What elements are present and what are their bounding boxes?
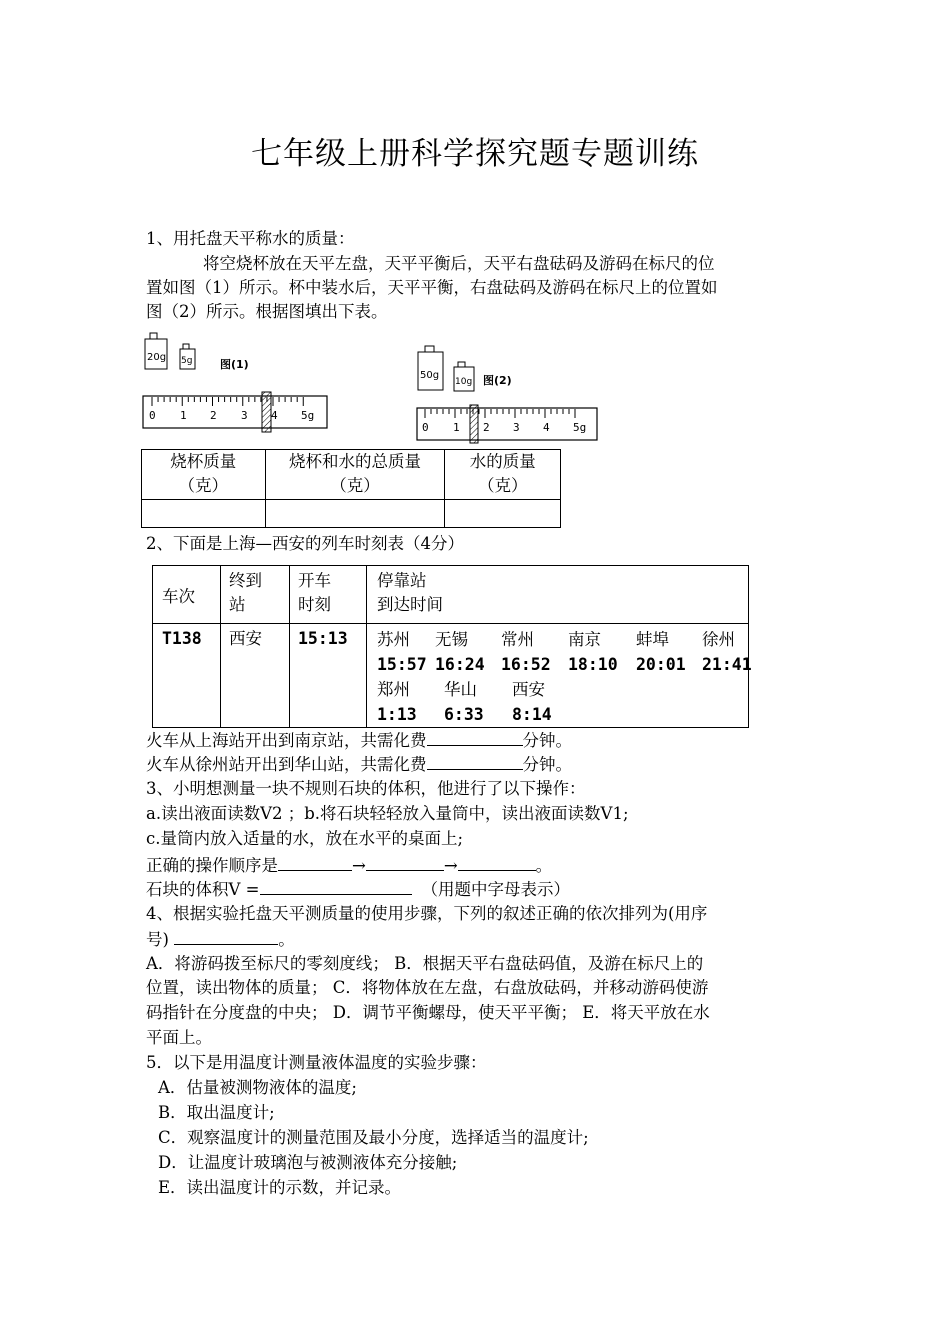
svg-text:0: 0 <box>422 421 429 434</box>
balance-figure-1 <box>140 330 340 435</box>
mass-table-header-row <box>142 450 561 500</box>
stops-row-1 <box>377 627 748 652</box>
stop-xuzhou: 徐州 <box>702 630 735 649</box>
times-row-1: 15:57 16:24 16:52 18:10 20:01 21:41 <box>377 655 752 674</box>
stops-cell <box>367 624 752 728</box>
ruler-1 <box>143 392 327 432</box>
svg-text:2: 2 <box>483 421 490 434</box>
q1-body-line3: 图（2）所示。根据图填出下表。 <box>146 302 388 321</box>
train-destination: 西安 <box>221 624 290 728</box>
q4-line5: 码指针在分度盘的中央； D．调节平衡螺母，使天平平衡； E．将天平放在水 <box>146 1003 710 1022</box>
q2-line-b: 火车从徐州站开出到华山站，共需化费 分钟。 <box>146 751 572 777</box>
blank-step-1[interactable] <box>278 852 352 871</box>
svg-text:1: 1 <box>180 409 187 422</box>
q4-line3: A．将游码拨至标尺的零刻度线； B．根据天平右盘砝码值，及游在标尺上的 <box>146 954 704 973</box>
blank-volume[interactable] <box>260 876 412 895</box>
q5-heading: 5．以下是用温度计测量液体温度的实验步骤： <box>146 1053 487 1072</box>
blank-step-2[interactable] <box>366 852 444 871</box>
weight-20g <box>145 333 167 369</box>
q1-heading: 1、用托盘天平称水的质量： <box>146 229 355 248</box>
q3-heading: 3、小明想测量一块不规则石块的体积，他进行了以下操作： <box>146 779 586 798</box>
stop-zhengzhou: 郑州 <box>377 680 410 699</box>
col-train: 车次 <box>153 566 221 624</box>
q4-line1: 4、根据实验托盘天平测质量的使用步骤，下列的叙述正确的依次排列为(用序 <box>146 904 708 923</box>
svg-text:3: 3 <box>241 409 248 422</box>
q5-step-b: B．取出温度计; <box>158 1103 275 1122</box>
q1-body-line1: 将空烧杯放在天平左盘，天平平衡后，天平右盘砝码及游码在标尺的位 <box>203 254 715 273</box>
q4-line4: 位置，读出物体的质量； C．将物体放在左盘，右盘放砝码，并移动游码使游 <box>146 978 709 997</box>
stop-changzhou: 常州 <box>501 630 534 649</box>
weight-5g <box>180 344 195 369</box>
stop-huashan: 华山 <box>444 680 477 699</box>
fig2-label: 图(2) <box>483 374 512 387</box>
svg-text:5g: 5g <box>301 409 315 422</box>
header-beaker-mass: 烧杯质量 （克） <box>142 450 266 500</box>
q3-line-c: c.量筒内放入适量的水，放在水平的桌面上; <box>146 829 464 848</box>
stop-nanjing: 南京 <box>568 630 601 649</box>
weight-50g-label: 50g <box>420 370 440 381</box>
rider-1 <box>262 392 271 432</box>
q5-step-e: E．读出温度计的示数，并记录。 <box>158 1178 402 1197</box>
balance-figure-2-svg <box>413 345 603 445</box>
balance-figure-2 <box>413 345 603 445</box>
col-departure: 开车 时刻 <box>290 566 367 624</box>
stop-bengbu: 蚌埠 <box>636 630 669 649</box>
weight-50g <box>418 346 443 390</box>
svg-text:1: 1 <box>453 421 460 434</box>
q3-volume-line: 石块的体积V = （用题中字母表示） <box>146 876 570 902</box>
svg-text:4: 4 <box>543 421 550 434</box>
svg-text:5g: 5g <box>573 421 587 434</box>
ruler-2 <box>417 405 597 443</box>
fig1-label: 图(1) <box>220 358 249 371</box>
col-destination: 终到 站 <box>221 566 290 624</box>
train-departure: 15:13 <box>290 624 367 728</box>
col-stops: 停靠站 到达时间 <box>367 566 749 624</box>
answer-beaker-mass[interactable] <box>142 500 266 528</box>
svg-text:4: 4 <box>271 409 278 422</box>
balance-figure-1-svg <box>140 330 340 435</box>
q4-line6: 平面上。 <box>146 1028 212 1047</box>
q5-step-c: C．观察温度计的测量范围及最小分度，选择适当的温度计; <box>158 1128 589 1147</box>
q3-line-ab: a.读出液面读数V2 ；b.将石块轻轻放入量筒中，读出液面读数V1; <box>146 804 629 823</box>
blank-step-3[interactable] <box>458 852 536 871</box>
rider-2 <box>470 405 478 443</box>
q2-line-a: 火车从上海站开出到南京站，共需化费 分钟。 <box>146 727 572 753</box>
train-number: T138 <box>153 624 221 728</box>
train-timetable <box>152 565 752 728</box>
q5-step-d: D．让温度计玻璃泡与被测液体充分接触; <box>158 1153 458 1172</box>
header-total-mass: 烧杯和水的总质量 （克） <box>265 450 445 500</box>
blank-shanghai-nanjing[interactable] <box>427 727 523 746</box>
stop-xian: 西安 <box>512 680 545 699</box>
header-water-mass: 水的质量 （克） <box>445 450 561 500</box>
q3-order-line: 正确的操作顺序是 → → 。 <box>146 852 552 878</box>
timetable-row-t138 <box>153 624 749 728</box>
times-row-2: 1:13 6:33 8:14 <box>377 705 552 724</box>
blank-xuzhou-huashan[interactable] <box>427 751 523 770</box>
q5-step-a: A．估量被测物液体的温度; <box>158 1078 357 1097</box>
weight-10g <box>454 362 474 391</box>
q1-body-line2: 置如图（1）所示。杯中装水后，天平平衡，右盘砝码及游码在标尺上的位置如 <box>146 278 718 297</box>
stop-wuxi: 无锡 <box>435 630 468 649</box>
timetable-header-row <box>153 566 749 624</box>
weight-20g-label: 20g <box>147 352 167 363</box>
svg-text:0: 0 <box>149 409 156 422</box>
q4-line2: 号) 。 <box>146 926 295 952</box>
document-title: 七年级上册科学探究题专题训练 <box>251 136 699 172</box>
answer-water-mass[interactable] <box>445 500 561 528</box>
stop-suzhou: 苏州 <box>377 630 410 649</box>
weight-5g-label: 5g <box>181 356 193 366</box>
mass-table-answer-row <box>142 500 561 528</box>
mass-table <box>141 449 561 528</box>
blank-balance-order[interactable] <box>174 926 278 945</box>
svg-text:3: 3 <box>513 421 520 434</box>
answer-total-mass[interactable] <box>265 500 445 528</box>
stops-row-2 <box>377 677 748 702</box>
svg-text:2: 2 <box>210 409 217 422</box>
weight-10g-label: 10g <box>455 377 473 387</box>
q2-heading: 2、下面是上海—西安的列车时刻表（4分） <box>146 534 464 553</box>
